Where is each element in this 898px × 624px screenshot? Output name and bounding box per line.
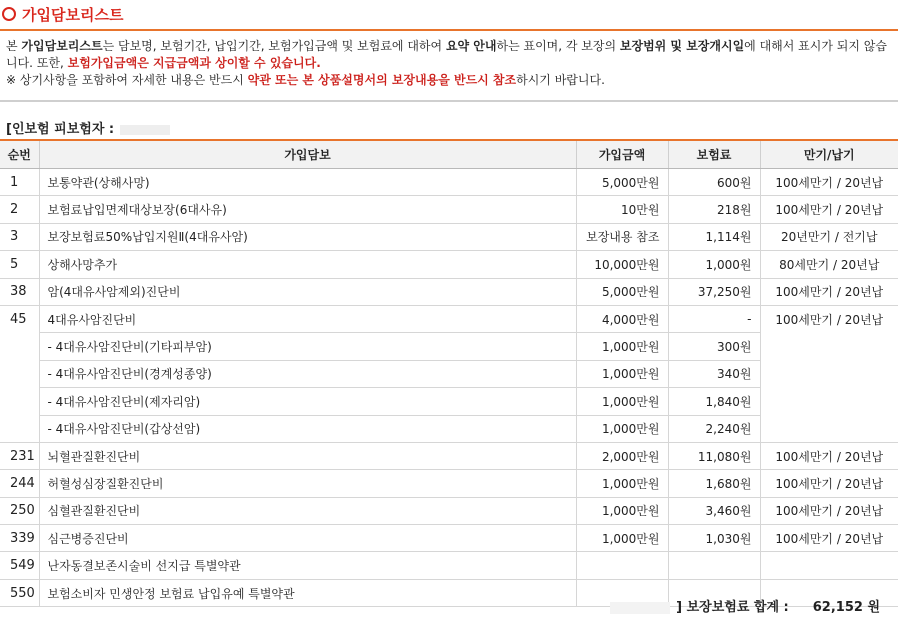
intro-paragraph-1 <box>6 38 894 72</box>
table-row-term <box>760 333 898 360</box>
header-no: 순번 <box>0 140 39 169</box>
intro-paragraph-2 <box>6 72 894 89</box>
table-row <box>0 497 898 524</box>
table-row-premium <box>668 552 760 579</box>
table-row-term: 100세만기 / 20년납 <box>760 196 898 223</box>
table-row-amount: 10,000만원 <box>576 251 668 278</box>
table-row-coverage: - 4대유사암진단비(경계성종양) <box>39 360 576 387</box>
table-row-amount <box>576 552 668 579</box>
table-row-number: 250 <box>0 497 39 524</box>
intro-text-part: 는 담보명, 보험기간, 납입기간, 보험가입금액 및 보험료에 대하여 <box>102 39 446 53</box>
table-row-premium: 37,250원 <box>668 278 760 305</box>
table-row-number <box>0 415 39 442</box>
table-row-premium: 340원 <box>668 360 760 387</box>
table-row <box>0 388 898 415</box>
table-row-coverage: 뇌혈관질환진단비 <box>39 442 576 469</box>
table-row-premium: 1,000원 <box>668 251 760 278</box>
table-row-coverage: 보장보험료50%납입지원Ⅱ(4대유사암) <box>39 223 576 250</box>
table-row <box>0 552 898 579</box>
table-row-term: 100세만기 / 20년납 <box>760 278 898 305</box>
table-row-term: 100세만기 / 20년납 <box>775 312 884 327</box>
table-row <box>0 278 898 305</box>
table-row-term <box>760 388 898 415</box>
intro-warning: 보험가입금액은 지급금액과 상이할 수 있습니다. <box>67 56 321 70</box>
table-header-row <box>0 140 898 169</box>
table-row-coverage: 암(4대유사암제외)진단비 <box>39 278 576 305</box>
table-row-amount: 1,000만원 <box>576 470 668 497</box>
insured-label <box>6 118 170 137</box>
table-row-premium: 2,240원 <box>668 415 760 442</box>
intro-text-part: 에 대해서 표시가 되지 않습니다. 또한, <box>6 39 887 70</box>
table-row-number: 244 <box>0 470 39 497</box>
insured-label-text: [인보험 피보험자 : <box>6 122 115 137</box>
table-row-term <box>760 415 898 442</box>
table-row-number: 38 <box>0 278 39 305</box>
table-row-number: 231 <box>0 442 39 469</box>
table-row-term: 100세만기 / 20년납 <box>760 497 898 524</box>
table-row-number <box>0 333 39 360</box>
table-row <box>0 223 898 250</box>
coverage-table <box>0 139 898 607</box>
table-row <box>0 251 898 278</box>
table-row-coverage: 보험소비자 민생안정 보험료 납입유예 특별약관 <box>39 579 576 606</box>
table-row-amount: 1,000만원 <box>576 415 668 442</box>
table-row-number: 549 <box>0 552 39 579</box>
intro-text-part: ※ 상기사항을 포함하여 자세한 내용은 반드시 <box>6 73 248 87</box>
table-row-coverage: 4대유사암진단비 <box>39 305 576 332</box>
intro-reference-warning: 약관 또는 본 상품설명서의 보장내용을 반드시 참조 <box>247 73 517 87</box>
table-row-coverage: - 4대유사암진단비(기타피부암) <box>39 333 576 360</box>
table-row <box>0 169 898 196</box>
section-title <box>2 4 123 25</box>
table-row-term: 100세만기 / 20년납 <box>760 525 898 552</box>
table-row-amount: 10만원 <box>576 196 668 223</box>
table-row-coverage: 보통약관(상해사망) <box>39 169 576 196</box>
intro-text-part: 하는 표이며, 각 보장의 <box>496 39 620 53</box>
table-row-premium: 1,840원 <box>668 388 760 415</box>
table-row <box>0 470 898 497</box>
intro-text-part: 본 <box>6 39 22 53</box>
table-row-premium: 600원 <box>668 169 760 196</box>
section-divider <box>0 100 898 102</box>
table-row <box>0 415 898 442</box>
table-row-coverage: 심근병증진단비 <box>39 525 576 552</box>
table-row-number: 550 <box>0 579 39 606</box>
table-row-amount: 1,000만원 <box>576 388 668 415</box>
table-row-coverage: 상해사망추가 <box>39 251 576 278</box>
premium-total <box>610 596 880 615</box>
intro-bold-scope: 보장범위 및 보장개시일 <box>619 39 745 53</box>
table-row-number: 1 <box>0 169 39 196</box>
table-row-number <box>0 360 39 387</box>
table-row-term <box>760 552 898 579</box>
header-term: 만기/납기 <box>760 140 898 169</box>
table-row <box>0 196 898 223</box>
table-row-number: 3 <box>0 223 39 250</box>
table-row <box>0 442 898 469</box>
table-row-amount: 1,000만원 <box>576 525 668 552</box>
premium-total-value: 62,152 원 <box>812 600 880 615</box>
table-row-term: 100세만기 / 20년납 <box>760 442 898 469</box>
table-row-term: 20년만기 / 전기납 <box>760 223 898 250</box>
table-row-term: 80세만기 / 20년납 <box>760 251 898 278</box>
table-row-number: 5 <box>0 251 39 278</box>
table-row-premium: 218원 <box>668 196 760 223</box>
intro-bold-summary: 요약 안내 <box>445 39 497 53</box>
table-row-coverage: - 4대유사암진단비(제자리암) <box>39 388 576 415</box>
table-row-amount: 2,000만원 <box>576 442 668 469</box>
table-row-amount: 1,000만원 <box>576 333 668 360</box>
table-row-term: 100세만기 / 20년납 <box>760 169 898 196</box>
section-title-text: 가입담보리스트 <box>22 6 124 24</box>
intro-bold-term: 가입담보리스트 <box>21 39 103 53</box>
table-row-premium: 1,680원 <box>668 470 760 497</box>
title-divider <box>0 29 898 31</box>
table-row <box>0 525 898 552</box>
table-row-number: 339 <box>0 525 39 552</box>
table-row-premium: - <box>668 305 760 332</box>
table-row <box>0 305 898 332</box>
table-row-coverage: 보험료납입면제대상보장(6대사유) <box>39 196 576 223</box>
table-row-coverage: 심혈관질환진단비 <box>39 497 576 524</box>
table-row <box>0 333 898 360</box>
table-row-term <box>760 360 898 387</box>
table-row-premium: 3,460원 <box>668 497 760 524</box>
redacted-field <box>610 602 670 614</box>
table-row-amount: 4,000만원 <box>576 305 668 332</box>
header-coverage: 가입담보 <box>39 140 576 169</box>
premium-total-label: ] 보장보험료 합계 : <box>676 600 789 615</box>
table-row-number: 45 <box>0 305 39 332</box>
table-row <box>0 360 898 387</box>
table-row-coverage: - 4대유사암진단비(갑상선암) <box>39 415 576 442</box>
redacted-name <box>120 125 170 135</box>
table-row-premium: 1,114원 <box>668 223 760 250</box>
header-premium: 보험료 <box>668 140 760 169</box>
intro-text <box>6 38 894 89</box>
table-row-amount: 1,000만원 <box>576 360 668 387</box>
circle-bullet-icon <box>2 7 16 21</box>
table-row-term: 100세만기 / 20년납 <box>760 470 898 497</box>
table-row-premium: 1,030원 <box>668 525 760 552</box>
table-row-amount: 1,000만원 <box>576 497 668 524</box>
table-row-coverage: 난자동결보존시술비 선지급 특별약관 <box>39 552 576 579</box>
table-row-number: 2 <box>0 196 39 223</box>
header-amount: 가입금액 <box>576 140 668 169</box>
table-row-number <box>0 388 39 415</box>
table-row-amount: 5,000만원 <box>576 169 668 196</box>
intro-text-part: 하시기 바랍니다. <box>516 73 605 87</box>
table-row-premium: 11,080원 <box>668 442 760 469</box>
table-row-coverage: 허혈성심장질환진단비 <box>39 470 576 497</box>
table-row-premium: 300원 <box>668 333 760 360</box>
table-row-amount: 5,000만원 <box>576 278 668 305</box>
table-row-amount: 보장내용 참조 <box>576 223 668 250</box>
